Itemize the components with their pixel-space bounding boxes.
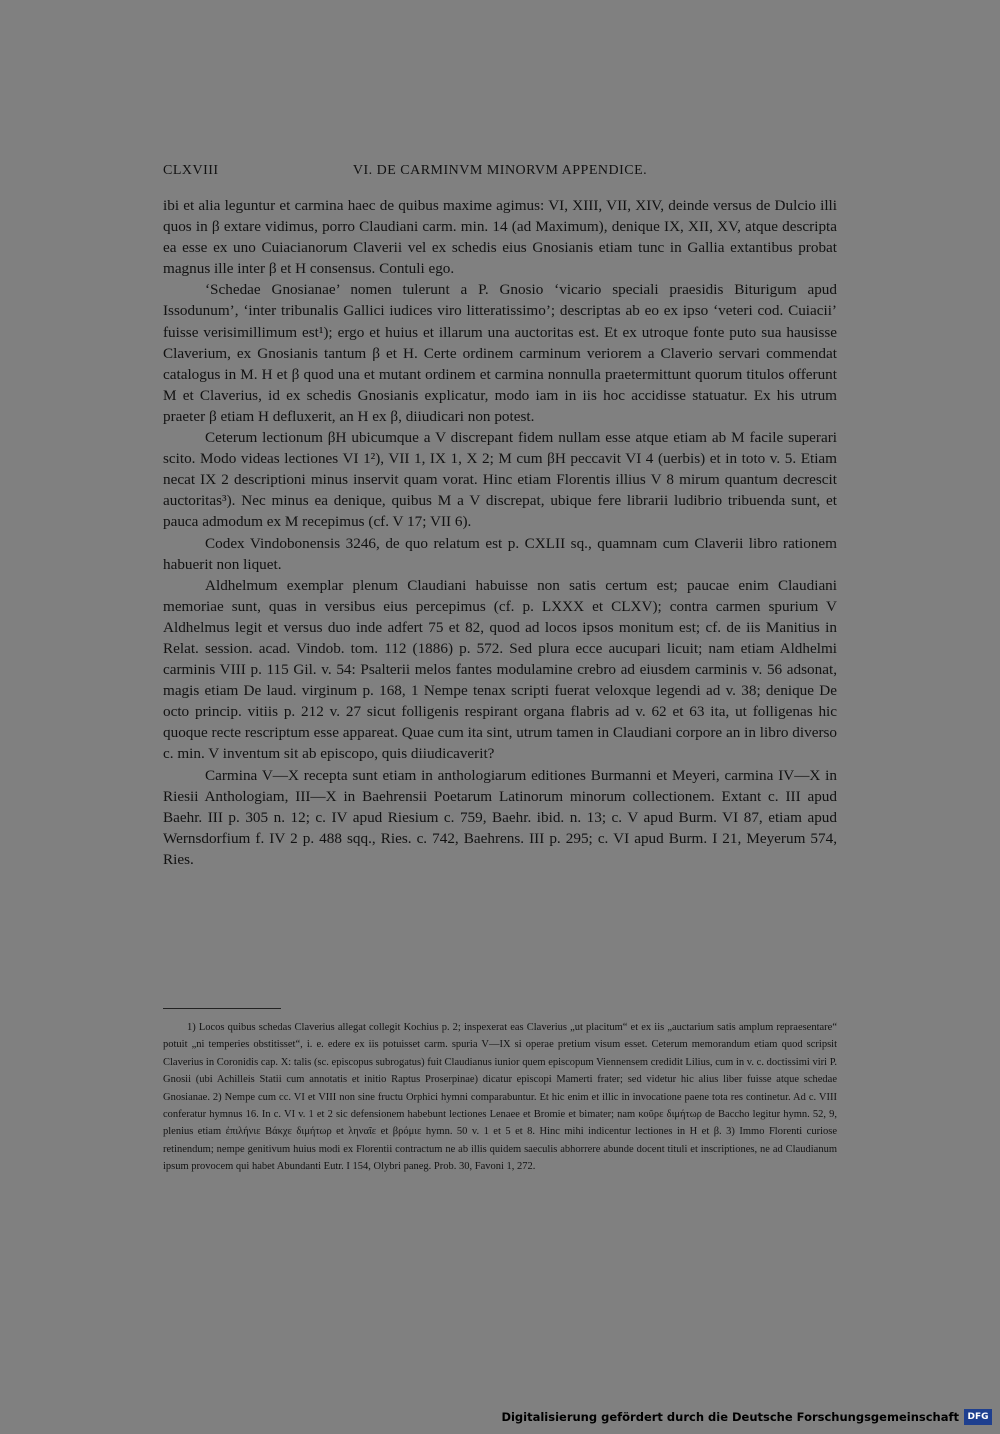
paragraph: ibi et alia leguntur et carmina haec de quibus maxime agimus: VI, XIII, VII, XIV, deinde versus de Dulcio illi quos in β extare vidimus, porro Claudiani carm. min. 14 (ad Maximum), denique IX, XII, XV, atque descripta ea esse ex uno Cuiacianorum Claverii vel ex schedis eius Gnosianis etiam tunc in Gallia extantibus probat magnus ille inter β et H consensus. Contuli ego.	[163, 197, 837, 278]
funding-text: Digitalisierung gefördert durch die Deutsche Forschungsgemeinschaft	[501, 1410, 959, 1424]
footnotes	[163, 1019, 837, 1176]
footnote-divider	[163, 1008, 281, 1009]
paragraph: ‘Schedae Gnosianae’ nomen tulerunt a P. Gnosio ‘vicario speciali praesidis Biturigum apud Issodunum’, ‘inter tribunalis Gallici iudices viro litteratissimo’; descriptas ab eo ex ipso ‘veteri cod. Cuiacii’ fuisse verisimillimum est¹); ergo et huius et illarum una auctoritas est. Et ex utroque fonte puto sua hausisse Claverium, ex Gnosianis tantum β et H. Certe ordinem carminum veriorem a Claverio servari commendat catalogus in M. H et β quod una et mutant ordinem et carmina nonnulla praetermittunt quorum titulos offerunt M et Claverius, id ex schedis Gnosianis explicatur, modo iam in iis hoc accidisse statuatur. Ex his utrum praeter β etiam H defluxerit, an H ex β, diiudicari non potest.	[163, 281, 837, 425]
page-number: CLXVIII	[163, 163, 219, 178]
main-text	[163, 195, 837, 870]
funding-footer	[501, 1408, 992, 1426]
running-title: VI. DE CARMINVM MINORVM APPENDICE.	[352, 163, 648, 178]
footnote: 1) Locos quibus schedas Claverius allegat collegit Kochius p. 2; inspexerat eas Claverius „ut placitum“ et ex iis „auctarium satis amplum repraesentare“ potuit „ni temperies obstitisset“, i. e. edere ex iis potuisset carm. spuria V—IX si operae pretium visum esset. Ceterum memorandum etiam quod scripsit Claverius in Coronidis cap. X: talis (sc. episcopus subrogatus) fuit Claudianus iunior quem episcopum Viennensem credidit Lilius, cum in v. c. doctissimi viri P. Gnosii (ubi Achilleis Statii cum annotatis et initio Raptus Proserpinae) dicatur episcopi Mamerti frater; sed videtur hic alius liber fuisse atque schedae Gnosianae. 2) Nempe cum cc. VI et VIII non sine fructu Orphici hymni comparabuntur. Et hic enim et illic in invocatione paene tota res continetur. Ad c. VIII conferatur hymnus 16. In c. VI v. 1 et 2 sic defensionem habebunt lectiones Lenaee et Bromie et bimater; nam κοῦρε διμήτωρ de Baccho legitur hymn. 52, 9, plenius etiam ἐπιλήνιε Βάκχε διμήτωρ et ληναῖε et βρόμιε hymn. 50 v. 1 et 5 et 8. Hinc mihi indicentur lectiones in H et β. 3) Immo Florenti curiose retinendum; nempe genitivum huius modi ex Florentii contractum ne ab illis quidem saeculis abhorrere abunde docent tituli et inscriptiones, ne ad Claudianum ipsum provocem qui habet Abundanti Eutr. I 154, Olybri paneg. Prob. 30, Favoni 1, 272.	[163, 1022, 837, 1173]
page-header	[163, 163, 837, 185]
paragraph: Aldhelmum exemplar plenum Claudiani habuisse non satis certum est; paucae enim Claudiani memoriae sunt, quas in versibus eius percepimus (cf. p. LXXX et CLXV); contra carmen spurium V Aldhelmus legit et versus duo inde adfert 75 et 82, quod ad locos ipsos monitum est; cf. de iis Manitius in Relat. session. acad. Vindob. tom. 112 (1886) p. 572. Sed plura ecce aucupari licuit; nam etiam Aldhelmi carminis VIII p. 115 Gil. v. 54: Psalterii melos fantes modulamine crebro ad eiusdem carminis v. 56 adsonat, magis etiam De laud. virginum p. 168, 1 Nempe tenax scripti fuerat veloxque legendi ad v. 38; denique De octo princip. vitiis p. 212 v. 27 sicut folligenis respirant organa flabris ad v. 62 et 63 ita, ut folligenas hic quoque recte rescriptum esse appareat. Quae cum ita sint, utrum tamen in Claudiani corpore an in libro diverso c. min. V inventum sit ab episcopo, quis diiudicaverit?	[163, 576, 837, 763]
dfg-logo-icon: DFG	[964, 1409, 992, 1425]
paragraph: Carmina V—X recepta sunt etiam in anthologiarum editiones Burmanni et Meyeri, carmina IV—X in Riesii Anthologiam, III—X in Baehrensii Poetarum Latinorum minorum collectionem. Extant c. III apud Baehr. III p. 305 n. 12; c. IV apud Riesium c. 759, Baehr. ibid. n. 13; c. V apud Burm. VI 87, etiam apud Wernsdorfium f. IV 2 p. 488 sqq., Ries. c. 742, Baehrens. III p. 295; c. VI apud Burm. I 21, Meyerum 574, Ries.	[163, 766, 837, 868]
paragraph: Ceterum lectionum βH ubicumque a V discrepant fidem nullam esse atque etiam ab M facile superari scito. Modo videas lectiones VI 1²), VII 1, IX 1, X 2; M cum βH peccavit VI 4 (uerbis) et in toto v. 5. Etiam necat IX 2 descriptioni minus inservit quam vorat. Hinc etiam Florentis illius V 8 mirum quantum decrescit auctoritas³). Nec minus ea denique, quibus M a V discrepat, ubique fere librarii ludibrio tribuenda sunt, et pauca admodum ex M recepimus (cf. V 17; VII 6).	[163, 429, 837, 531]
paragraph: Codex Vindobonensis 3246, de quo relatum est p. CXLII sq., quamnam cum Claverii libro rationem habuerit non liquet.	[163, 534, 837, 573]
